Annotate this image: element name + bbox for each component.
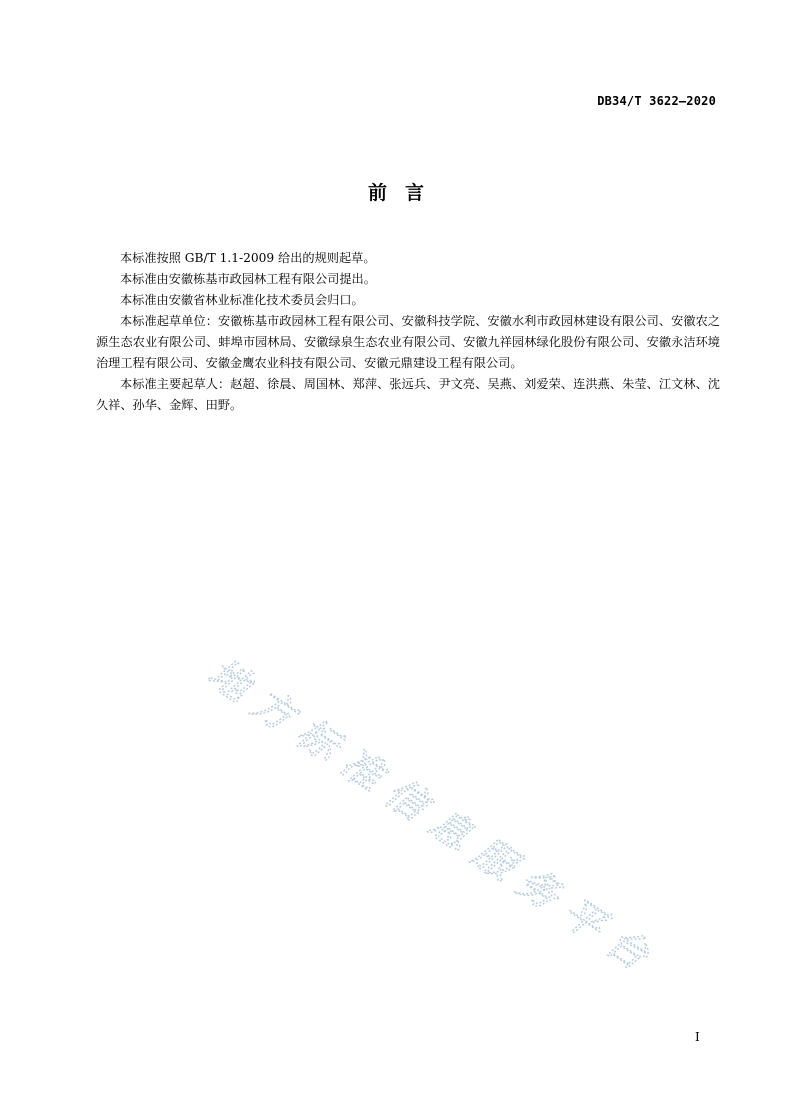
paragraph-drafting-rules: 本标准按照 GB/T 1.1-2009 给出的规则起草。 bbox=[120, 251, 376, 265]
document-body bbox=[96, 248, 720, 416]
page-number: I bbox=[695, 1030, 700, 1044]
paragraph-drafters: 本标准主要起草人：赵超、徐晨、周国林、郑萍、张远兵、尹文亮、吴燕、刘爱荣、连洪燕、朱莹、江文林、沈久祥、孙华、金辉、田野。 bbox=[96, 377, 720, 412]
page-title: 前言 bbox=[367, 182, 442, 204]
paragraph-centralized-unit: 本标准由安徽省林业标准化技术委员会归口。 bbox=[120, 293, 364, 307]
paragraph-proposer: 本标准由安徽栋基市政园林工程有限公司提出。 bbox=[120, 272, 376, 286]
document-code: DB34/T 3622—2020 bbox=[597, 94, 716, 108]
paragraph-drafting-units: 本标准起草单位：安徽栋基市政园林工程有限公司、安徽科技学院、安徽水利市政园林建设有限公司、安徽农之源生态农业有限公司、蚌埠市园林局、安徽绿泉生态农业有限公司、安徽九祥园林绿化股份有限公司、安徽永洁环境治理工程有限公司、安徽金鹰农业科技有限公司、安徽元鼎建设工程有限公司。 bbox=[96, 314, 720, 370]
watermark-text: 地方标准信息服务平台 bbox=[199, 650, 657, 980]
